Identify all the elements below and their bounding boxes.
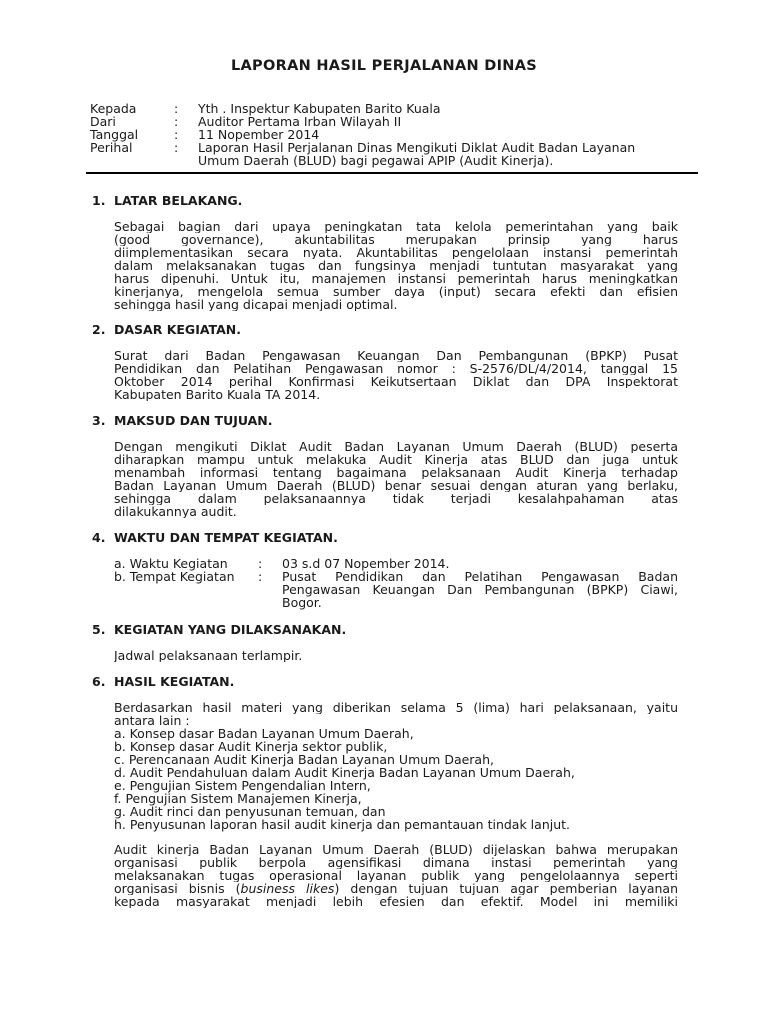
material-list [114,727,678,831]
section-number: 6. [92,674,106,689]
paragraph-line: kinerjanya, mengelola semua sumber daya (input) secara efekti dan efisien [114,285,678,298]
paragraph-kegiatan-dilaksanakan [114,649,678,662]
section-heading-latar-belakang [92,194,242,207]
meta-colon: : [174,140,179,155]
time-place-line: Pengawasan Keuangan Dan Pembangunan (BPKP) Ciawi, [282,582,678,597]
section-title: MAKSUD DAN TUJUAN. [114,413,273,428]
meta-colon: : [174,127,179,142]
section-heading-dasar-kegiatan [92,323,241,336]
list-item: a. Konsep dasar Badan Layanan Umum Daerah, [114,726,414,741]
paragraph-line: melaksanakan tugas operasional layanan publik yang pengelolaannya seperti [114,869,678,882]
meta-key: Tanggal [90,127,139,142]
section-title: HASIL KEGIATAN. [114,674,235,689]
section-title: DASAR KEGIATAN. [114,322,241,337]
section-heading-kegiatan-dilaksanakan [92,623,346,636]
time-place-value [282,570,678,609]
paragraph-line: menambah informasi tentang bagaimana pelaksanaan Audit Kinerja terhadap [114,466,678,479]
paragraph-line-mixed [114,882,678,895]
meta-value: 11 Nopember 2014 [198,127,320,142]
time-place-table [114,557,678,609]
paragraph-line: Berdasarkan hasil materi yang diberikan selama 5 (lima) hari pelaksanaan, yaitu [114,701,678,714]
time-place-line: Pusat Pendidikan dan Pelatihan Pengawasan Badan [282,569,678,584]
paragraph-line: diharapkan mampu untuk melakuka Audit Kinerja atas BLUD dan juga untuk [114,453,678,466]
paragraph-line: dalam melaksanakan tugas dan fungsinya menjadi tuntutan masyarakat yang [114,259,678,272]
section-title: WAKTU DAN TEMPAT KEGIATAN. [114,530,338,545]
time-place-line: 03 s.d 07 Nopember 2014. [282,556,450,571]
text-run: ) dengan tujuan tujuan agar pemberian layanan [334,882,678,895]
meta-value: Yth . Inspektur Kabupaten Barito Kuala [198,101,441,116]
list-item: c. Perencanaan Audit Kinerja Badan Layanan Umum Daerah, [114,752,494,767]
list-item: e. Pengujian Sistem Pengendalian Intern, [114,778,371,793]
meta-value: Auditor Pertama Irban Wilayah II [198,114,402,129]
paragraph-line: harus dipenuhi. Untuk itu, manajemen instansi pemerintah harus meningkatkan [114,272,678,285]
time-place-key: b. Tempat Kegiatan [114,569,235,584]
text-run: organisasi bisnis ( [114,882,241,895]
time-place-colon: : [258,556,263,571]
paragraph-maksud-tujuan [114,440,678,518]
list-item: h. Penyusunan laporan hasil audit kinerja dan pemantauan tindak lanjut. [114,817,571,832]
list-item: g. Audit rinci dan penyusunan temuan, dan [114,804,386,819]
paragraph-line: dilakukannya audit. [114,505,237,518]
meta-colon: : [174,114,179,129]
paragraph-dasar-kegiatan [114,349,678,401]
italic-term: business likes [240,882,335,895]
time-place-row [114,570,678,609]
paragraph-line: Pendidikan dan Pelatihan Pengawasan nomor : S-2576/DL/4/2014, tanggal 15 [114,362,678,375]
paragraph-line: Badan Layanan Umum Daerah (BLUD) benar sesuai dengan aturan yang berlaku, [114,479,678,492]
paragraph-line: Surat dari Badan Pengawasan Keuangan Dan Pembangunan (BPKP) Pusat [114,349,678,362]
section-heading-waktu-tempat [92,531,338,544]
paragraph-latar-belakang [114,220,678,311]
list-item: f. Pengujian Sistem Manajemen Kinerja, [114,791,362,806]
section-number: 4. [92,530,106,545]
section-title: KEGIATAN YANG DILAKSANAKAN. [114,622,347,637]
time-place-colon: : [258,569,263,584]
document-title: LAPORAN HASIL PERJALANAN DINAS [230,58,538,74]
paragraph-line: sehingga dalam pelaksanaannya tidak terjadi kesalahpahaman atas [114,492,678,505]
meta-key: Perihal [90,140,133,155]
paragraph-hasil-intro [114,701,678,727]
header-divider [86,172,698,174]
meta-colon: : [174,101,179,116]
meta-value-line: Laporan Hasil Perjalanan Dinas Mengikuti Diklat Audit Badan Layanan [198,140,636,155]
section-heading-hasil-kegiatan [92,675,234,688]
paragraph-line: Oktober 2014 perihal Konfirmasi Keikutsertaan Diklat dan DPA Inspektorat [114,375,678,388]
paragraph-line: Audit kinerja Badan Layanan Umum Daerah (BLUD) dijelaskan bahwa merupakan [114,843,678,856]
meta-row-perihal [90,141,690,167]
time-place-line: Bogor. [282,595,322,610]
section-heading-maksud-tujuan [92,414,273,427]
list-item: d. Audit Pendahuluan dalam Audit Kinerja Badan Layanan Umum Daerah, [114,765,575,780]
meta-value-line: Umum Daerah (BLUD) bagi pegawai APIP (Audit Kinerja). [198,153,554,168]
paragraph-line: organisasi publik berpola agensifikasi dimana instasi pemerintah yang [114,856,678,869]
letter-header [90,102,690,167]
paragraph-line: kepada masyarakat menjadi lebih efesien dan efektif. Model ini memiliki [114,895,678,908]
meta-key: Dari [90,114,116,129]
paragraph-line: sehingga hasil yang dicapai menjadi optimal. [114,298,398,311]
paragraph-line: diimplementasikan secara nyata. Akuntabilitas pengelolaan instansi pemerintah [114,246,678,259]
paragraph-line: Jadwal pelaksanaan terlampir. [114,649,303,662]
paragraph-hasil-closing [114,843,678,908]
paragraph-line: Kabupaten Barito Kuala TA 2014. [114,388,321,401]
meta-key: Kepada [90,101,137,116]
section-number: 2. [92,322,106,337]
paragraph-line: antara lain : [114,714,190,727]
paragraph-line: (good governance), akuntabilitas merupakan prinsip yang harus [114,233,678,246]
section-title: LATAR BELAKANG. [114,193,243,208]
time-place-key: a. Waktu Kegiatan [114,556,228,571]
section-number: 5. [92,622,106,637]
meta-row-dari [90,115,690,128]
list-item: b. Konsep dasar Audit Kinerja sektor publik, [114,739,388,754]
paragraph-line: Sebagai bagian dari upaya peningkatan tata kelola pemerintahan yang baik [114,220,678,233]
meta-value [198,141,690,167]
section-number: 1. [92,193,106,208]
paragraph-line: Dengan mengikuti Diklat Audit Badan Layanan Umum Daerah (BLUD) peserta [114,440,678,453]
section-number: 3. [92,413,106,428]
